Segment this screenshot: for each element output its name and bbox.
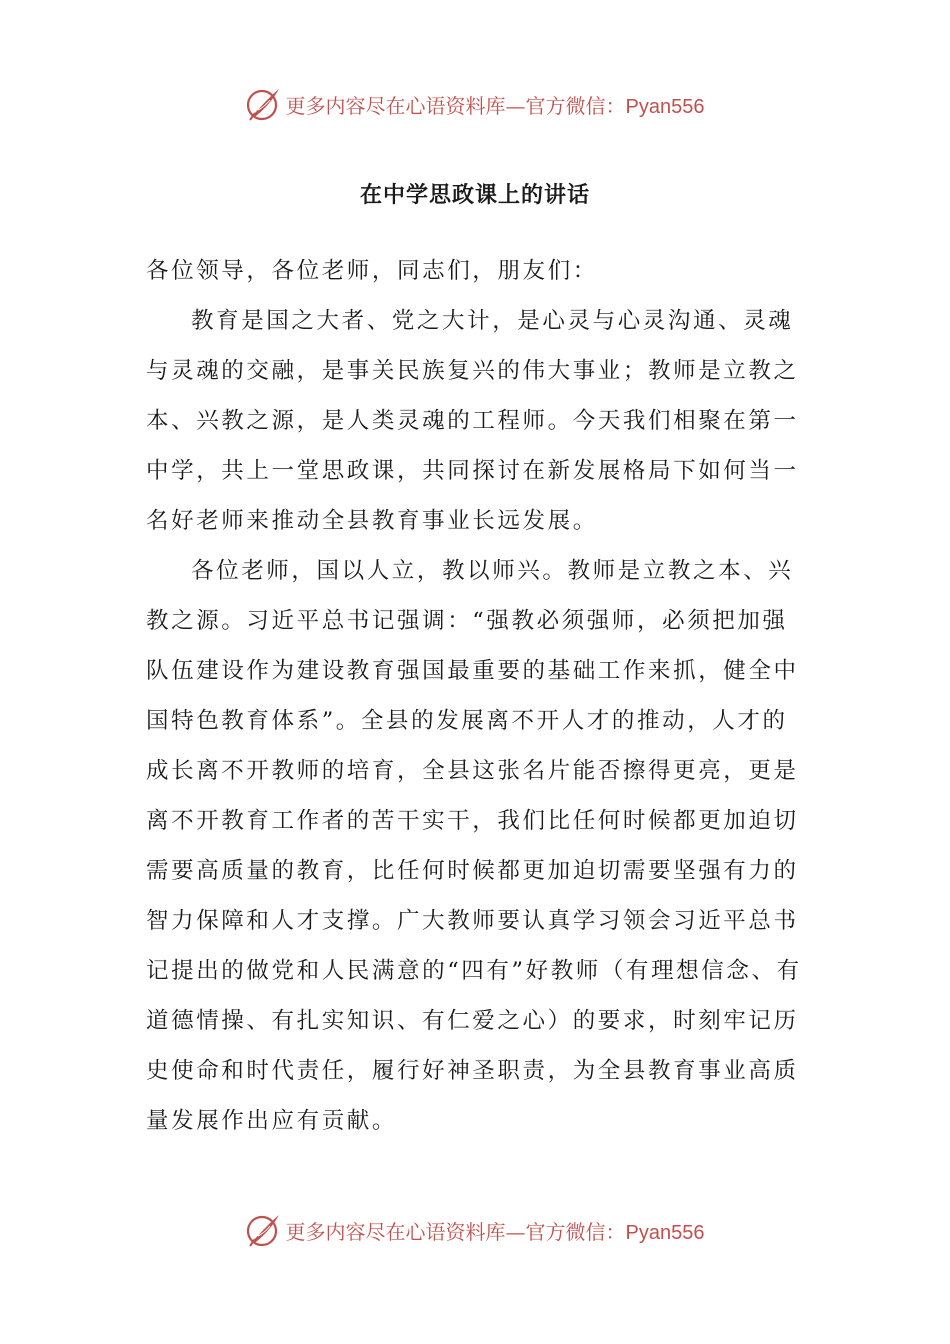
watermark-wechat-id: Pyan556 xyxy=(625,95,705,118)
document-title: 在中学思政课上的讲话 xyxy=(359,182,590,208)
pen-quill-icon xyxy=(246,1212,282,1248)
salutation: 各位领导，各位老师，同志们，朋友们： xyxy=(146,258,598,284)
watermark-brand-text: 更多内容尽在心语资料库—官方微信： xyxy=(285,1219,626,1244)
footer-watermark xyxy=(0,1210,950,1250)
header-watermark xyxy=(0,84,950,124)
paragraph-1: 教育是国之大者、党之大计，是心灵与心灵沟通、灵魂与灵魂的交融，是事关民族复兴的伟大事业；教师是立教之本、兴教之源，是人类灵魂的工程师。今天我们相聚在第一中学，共上一堂思政课，共同探讨在新发展格局下如何当一名好老师来推动全县教育事业长远发展。 xyxy=(146,308,799,534)
paragraph-2: 各位老师，国以人立，教以师兴。教师是立教之本、兴教之源。习近平总书记强调：“强教必须强师，必须把加强队伍建设作为建设教育强国最重要的基础工作来抓，健全中国特色教育体系”。全县的发展离不开人才的推动，人才的成长离不开教师的培育，全县这张名片能否擦得更亮，更是离不开教育工作者的苦干实干，我们比任何时候都更加迫切需要高质量的教育，比任何时候都更加迫切需要坚强有力的智力保障和人才支撑。广大教师要认真学习领会习近平总书记提出的做党和人民满意的“四有”好教师（有理想信念、有道德情操、有扎实知识、有仁爱之心）的要求，时刻牢记历史使命和时代责任，履行好神圣职责，为全县教育事业高质量发展作出应有贡献。 xyxy=(146,558,802,1134)
watermark-brand-text: 更多内容尽在心语资料库—官方微信： xyxy=(285,93,626,118)
watermark-text xyxy=(286,1216,705,1245)
document-body xyxy=(146,246,806,1146)
watermark-wechat-id: Pyan556 xyxy=(625,1221,705,1244)
watermark-text xyxy=(286,90,705,119)
pen-quill-icon xyxy=(246,86,282,122)
